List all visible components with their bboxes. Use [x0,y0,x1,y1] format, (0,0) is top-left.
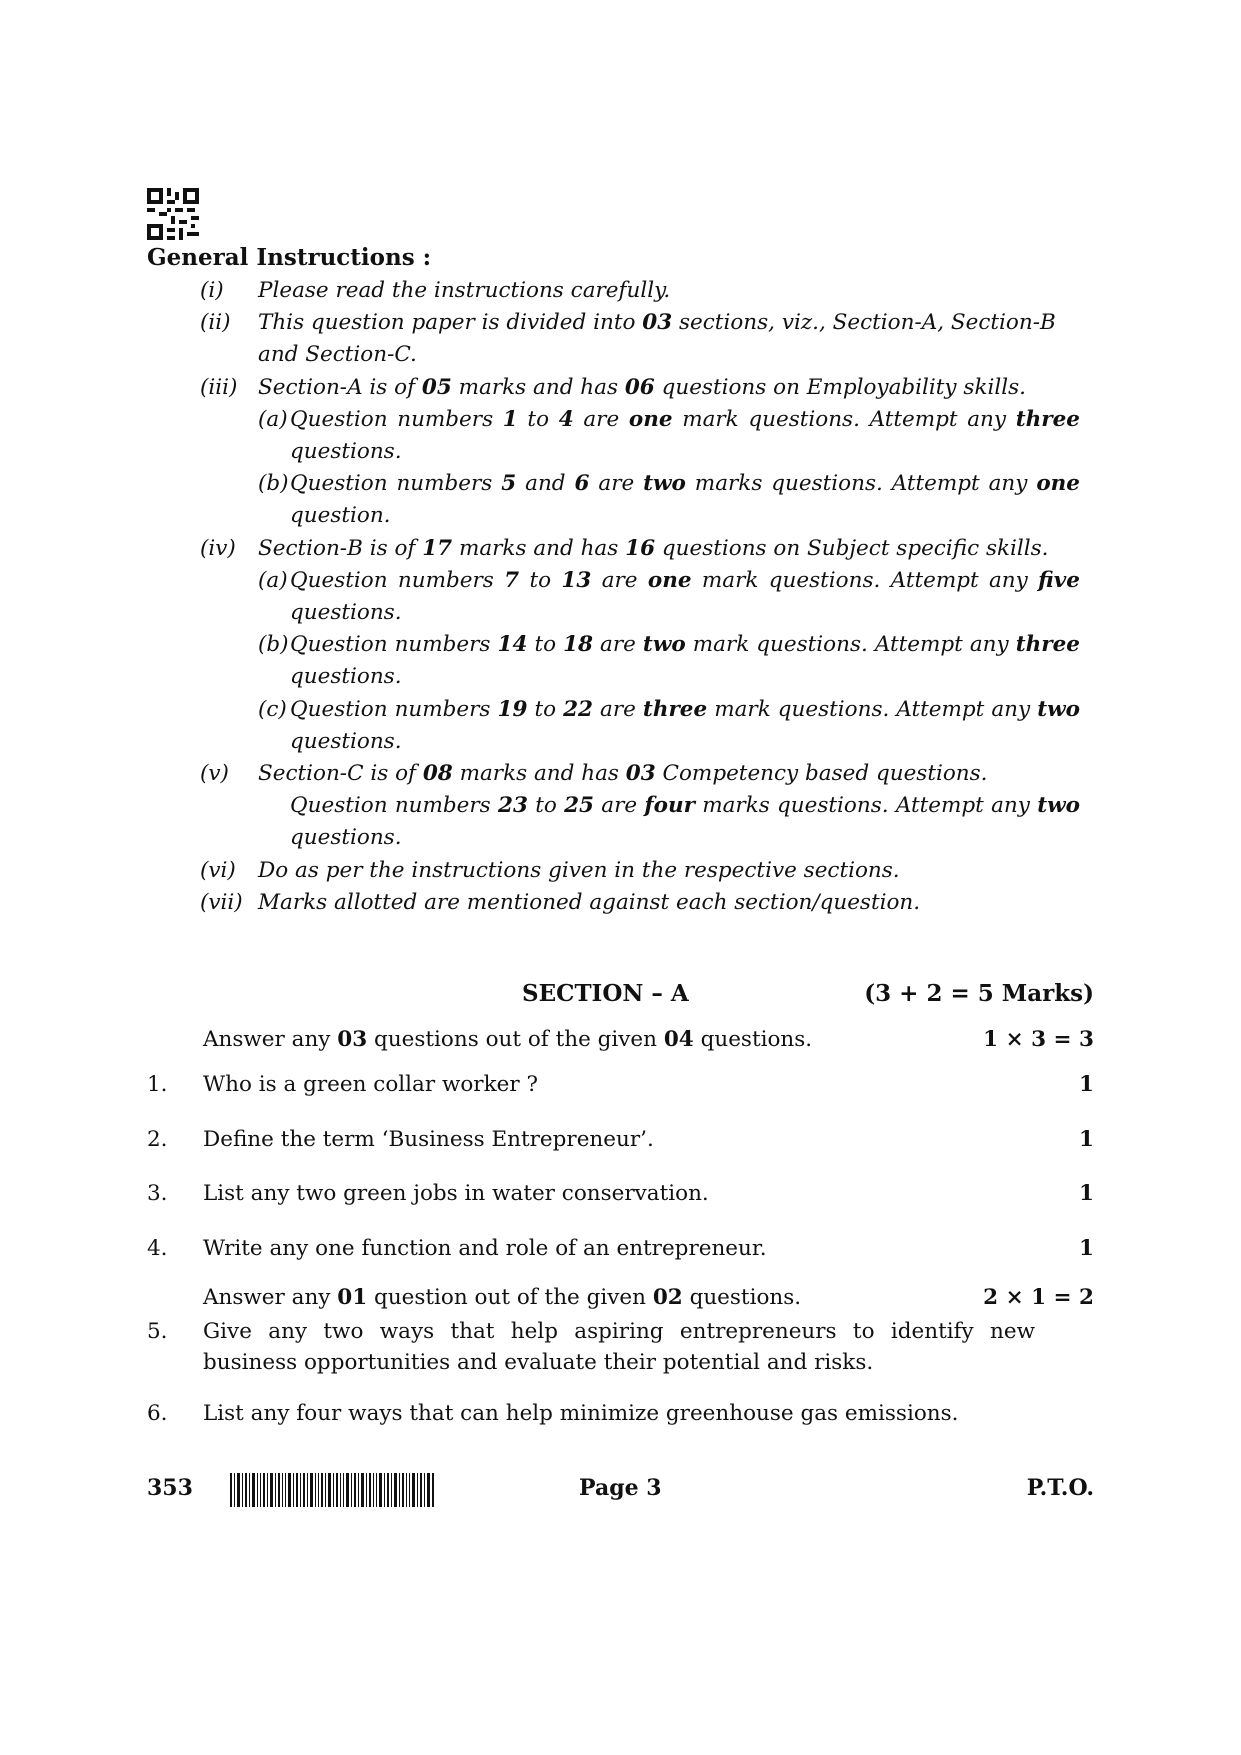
barcode-icon [230,1473,435,1507]
instruction-item: (vi) Do as per the instructions given in the respective sections. [200,857,900,883]
question-text: Write any one function and role of an entrepreneur. [203,1236,767,1261]
pto-label: P.T.O. [1026,1475,1094,1501]
instructions-list [200,275,1080,919]
question-number: 6. [147,1401,168,1426]
instruction-item: (vii) Marks allotted are mentioned against each section/question. [200,889,921,915]
question-text: Give any two ways that help aspiring entrepreneurs to identify new business opportunities and evaluate their potential and risks. [203,1319,1035,1375]
question-marks: 1 [1079,1127,1094,1152]
page-number: Page 3 [579,1475,662,1501]
question-marks: 1 [1079,1181,1094,1206]
question-number: 5. [147,1319,168,1344]
instruction-subitem: (a) Question numbers 7 to 13 are one mark questions. Attempt any five questions. [258,567,1080,626]
question-text: Who is a green collar worker ? [203,1072,538,1097]
question-number: 3. [147,1181,168,1206]
question-number: 4. [147,1236,168,1261]
question-marks: 1 [1079,1072,1094,1097]
question-text: Define the term ‘Business Entrepreneur’. [203,1127,654,1152]
question-number: 2. [147,1127,168,1152]
question-marks: 1 [1079,1236,1094,1261]
instruction-subitem: (c) Question numbers 19 to 22 are three mark questions. Attempt any two questions. [258,696,1080,754]
question-text: List any two green jobs in water conservation. [203,1181,709,1206]
instruction-item: (iii) Section-A is of 05 marks and has 06 questions on Employability skills. [200,374,1026,400]
section-a-part2-instruction: Answer any 01 question out of the given 02 questions. [203,1285,802,1310]
section-a-marks: (3 + 2 = 5 Marks) [864,980,1094,1007]
paper-code: 353 [147,1475,193,1501]
instruction-subitem: Question numbers 23 to 25 are four marks questions. Attempt any two questions. [290,793,1080,851]
general-instructions-heading: General Instructions : [147,244,432,271]
instruction-item: (iv) Section-B is of 17 marks and has 16 questions on Subject specific skills. [200,535,1049,561]
section-a-part2-marks: 2 × 1 = 2 [983,1285,1094,1310]
instruction-item: (i) Please read the instructions carefully. [200,278,671,303]
section-a-part1-marks: 1 × 3 = 3 [983,1027,1094,1052]
instruction-subitem: (b) Question numbers 5 and 6 are two marks questions. Attempt any one question. [258,471,1080,529]
section-a-title: SECTION – A [522,980,689,1007]
instruction-subitem: (a) Question numbers 1 to 4 are one mark questions. Attempt any three questions. [258,406,1080,465]
section-a-part1-instruction: Answer any 03 questions out of the given 04 questions. [203,1027,813,1052]
instruction-subitem: (b) Question numbers 14 to 18 are two mark questions. Attempt any three questions. [258,632,1080,690]
instruction-item: (ii) This question paper is divided into 03 sections, viz., Section-A, Section-B and Section-C. [200,310,1056,368]
question-number: 1. [147,1072,168,1097]
instruction-item: (v) Section-C is of 08 marks and has 03 Competency based questions. [200,761,988,787]
qr-code-icon [147,188,199,240]
question-text: List any four ways that can help minimize greenhouse gas emissions. [203,1401,959,1426]
